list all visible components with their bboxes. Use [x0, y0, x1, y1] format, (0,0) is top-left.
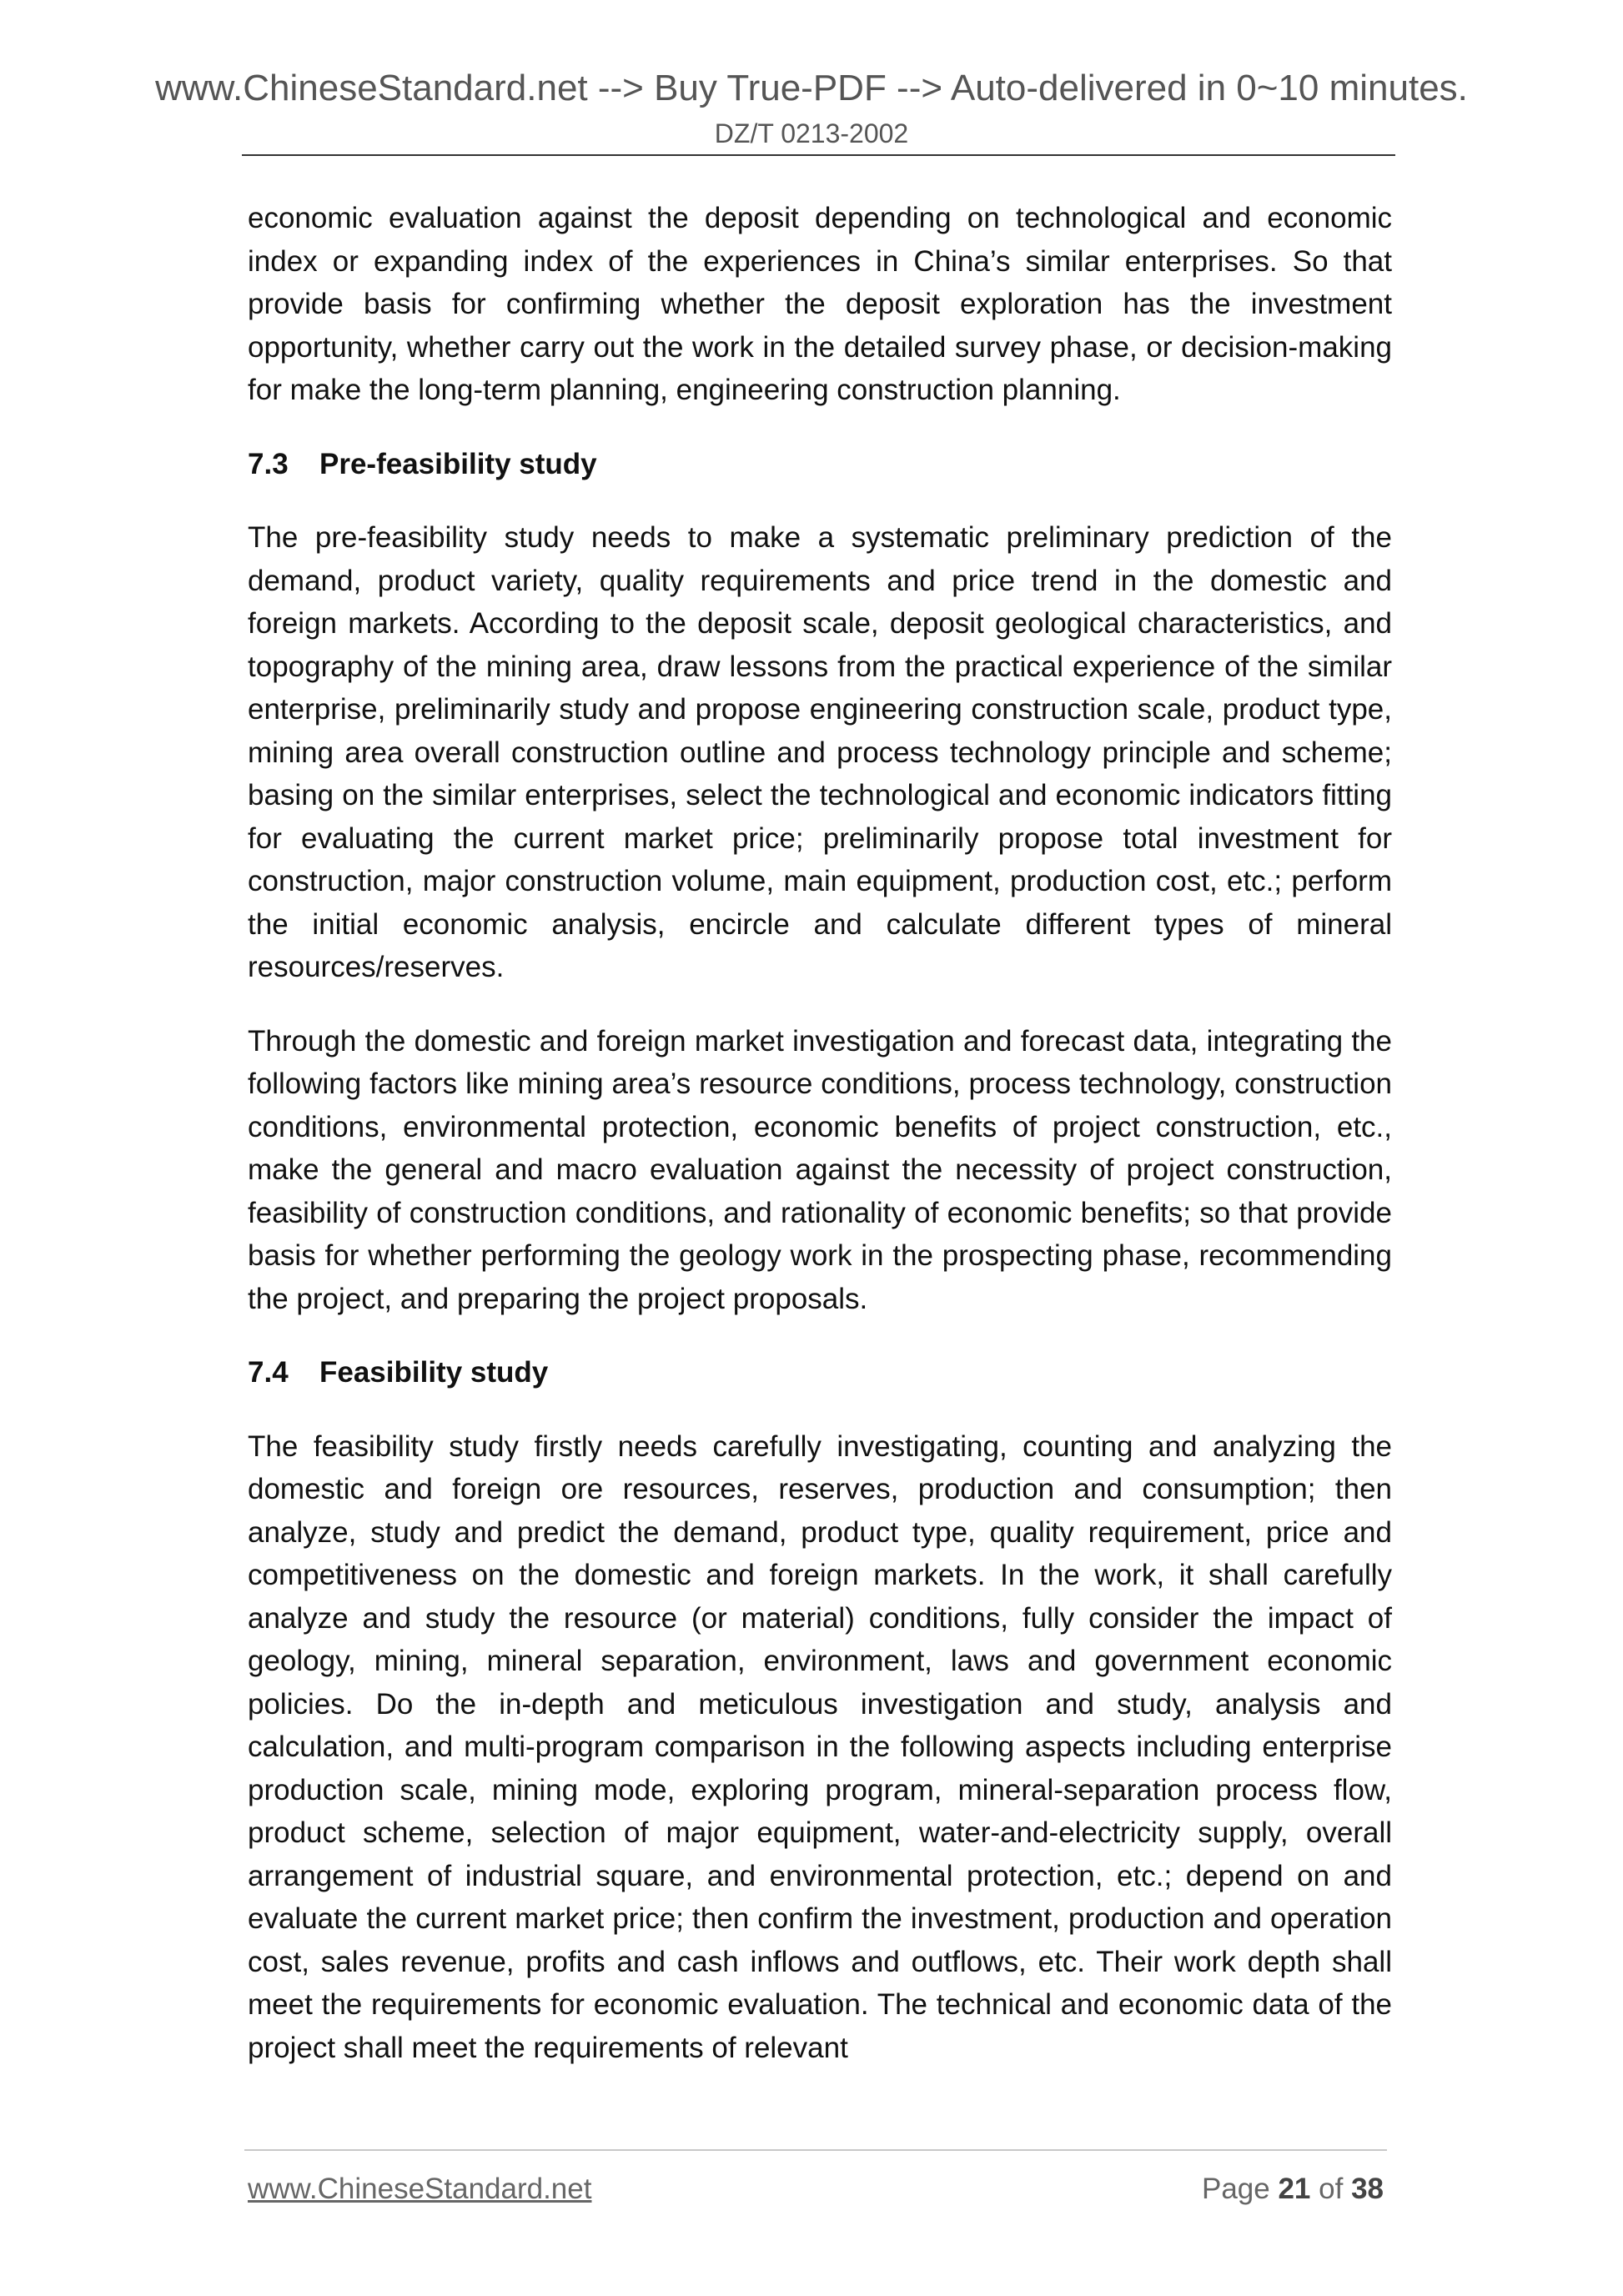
footer-divider — [244, 2149, 1387, 2151]
header-divider — [242, 154, 1395, 156]
intro-paragraph: economic evaluation against the deposit depending on technological and economic index or expanding index of the experiences in China’s similar enterprises. So that provide basis for confirming whether the deposit exploration has the investment opportunity, whether carry out the work in the detailed survey phase, or decision-making for make the long-term planning, engineering construction planning. — [248, 202, 1392, 406]
section-number: 7.4 — [248, 1356, 289, 1389]
footer-site-link[interactable]: www.ChineseStandard.net — [248, 2173, 592, 2205]
page-total: 38 — [1351, 2173, 1384, 2205]
page-label: Page — [1201, 2173, 1270, 2205]
section-number: 7.3 — [248, 447, 289, 480]
document-body — [248, 197, 1392, 2100]
page-current: 21 — [1278, 2173, 1311, 2205]
top-banner: www.ChineseStandard.net --> Buy True-PDF --> Auto-delivered in 0~10 minutes. — [155, 68, 1468, 108]
section-title: Pre-feasibility study — [319, 447, 597, 480]
paragraph-7-3-1: The pre-feasibility study needs to make a systematic preliminary prediction of the demand, product variety, quality requirements and price trend in the domestic and foreign markets. According to the deposit scale, deposit geological characteristics, and topography of the mining area, draw lessons from the practical experience of the similar enterprise, preliminarily study and propose engineering construction scale, product type, mining area overall construction outline and process technology principle and scheme; basing on the similar enterprises, select the technological and economic indicators fitting for evaluating the current market price; preliminarily propose total investment for construction, major construction volume, main equipment, production cost, etc.; perform the initial economic analysis, encircle and calculate different types of mineral resources/reserves. — [248, 521, 1392, 983]
standard-code: DZ/T 0213-2002 — [714, 118, 909, 148]
section-heading-7-3 — [248, 443, 1392, 486]
section-title: Feasibility study — [319, 1356, 549, 1389]
paragraph-7-3-2: Through the domestic and foreign market investigation and forecast data, integrating the following factors like mining area’s resource conditions, process technology, construction conditions, environmental protection, economic benefits of project construction, etc., make the general and macro evaluation against the necessity of project construction, feasibility of construction conditions, and rationality of economic benefits; so that provide basis for whether performing the geology work in the prospecting phase, recommending the project, and preparing the project proposals. — [248, 1024, 1392, 1315]
page-footer — [248, 2169, 1384, 2209]
page-of: of — [1319, 2173, 1344, 2205]
page-indicator — [1202, 2169, 1384, 2209]
paragraph-7-4-1: The feasibility study firstly needs carefully investigating, counting and analyzing the domestic and foreign ore resources, reserves, production and consumption; then analyze, study and predict the demand, product type, quality requirement, price and competitiveness on the domestic and foreign markets. In the work, it shall carefully analyze and study the resource (or material) conditions, fully consider the impact of geology, mining, mineral separation, environment, laws and government economic policies. Do the in-depth and meticulous investigation and study, analysis and calculation, and multi-program comparison in the following aspects including enterprise production scale, mining mode, exploring program, mineral-separation process flow, product scheme, selection of major equipment, water-and-electricity supply, overall arrangement of industrial square, and environmental protection, etc.; depend on and evaluate the current market price; then confirm the investment, production and operation cost, sales revenue, profits and cash inflows and outflows, etc. Their work depth shall meet the requirements for economic evaluation. The technical and economic data of the project shall meet the requirements of relevant — [248, 1429, 1392, 2064]
section-heading-7-4 — [248, 1351, 1392, 1394]
